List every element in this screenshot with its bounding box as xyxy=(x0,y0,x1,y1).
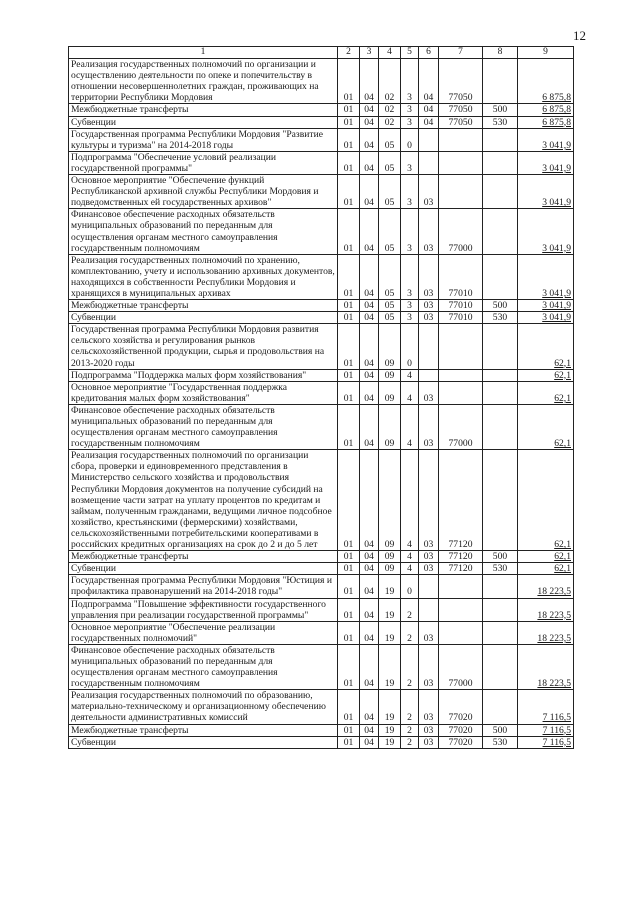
row-code: 04 xyxy=(360,724,379,736)
row-code: 04 xyxy=(360,312,379,324)
table-row xyxy=(69,621,574,644)
row-name: Основное мероприятие "Государственная поддержка кредитования малых форм хозяйствования" xyxy=(69,381,338,404)
column-header: 5 xyxy=(401,47,419,59)
row-code: 04 xyxy=(419,104,439,116)
row-code: 01 xyxy=(338,151,360,174)
table-row xyxy=(69,598,574,621)
row-name: Межбюджетные трансферты xyxy=(69,300,338,312)
row-name: Подпрограмма "Поддержка малых форм хозяйствования" xyxy=(69,369,338,381)
row-amount: 3 041,9 xyxy=(518,151,574,174)
table-row xyxy=(69,324,574,369)
row-code: 19 xyxy=(379,724,401,736)
row-code: 500 xyxy=(483,300,518,312)
row-code: 01 xyxy=(338,450,360,551)
row-code: 04 xyxy=(360,563,379,575)
row-amount: 3 041,9 xyxy=(518,300,574,312)
row-code: 04 xyxy=(360,551,379,563)
row-code: 04 xyxy=(360,116,379,128)
row-code: 04 xyxy=(360,369,379,381)
row-code: 4 xyxy=(401,369,419,381)
row-code xyxy=(419,369,439,381)
row-code: 01 xyxy=(338,563,360,575)
row-code: 04 xyxy=(360,644,379,689)
row-amount: 7 116,5 xyxy=(518,724,574,736)
table-row xyxy=(69,116,574,128)
row-code: 2 xyxy=(401,724,419,736)
row-name: Основное мероприятие "Обеспечение реализации государственных полномочий" xyxy=(69,621,338,644)
row-code xyxy=(419,575,439,598)
row-name: Субвенции xyxy=(69,563,338,575)
row-code: 05 xyxy=(379,312,401,324)
row-code: 05 xyxy=(379,175,401,209)
row-code xyxy=(483,209,518,254)
row-code xyxy=(439,175,483,209)
row-code: 04 xyxy=(360,300,379,312)
row-code: 01 xyxy=(338,690,360,724)
table-row xyxy=(69,575,574,598)
row-amount: 7 116,5 xyxy=(518,736,574,748)
table-row xyxy=(69,209,574,254)
row-code: 01 xyxy=(338,644,360,689)
row-code: 03 xyxy=(419,736,439,748)
row-name: Основное мероприятие "Обеспечение функций Республиканской архивной службы Республики Мордовия и подведомственных ей государственных архивов" xyxy=(69,175,338,209)
row-code xyxy=(483,450,518,551)
row-amount: 62,1 xyxy=(518,404,574,449)
row-code: 01 xyxy=(338,598,360,621)
row-code: 09 xyxy=(379,369,401,381)
row-code: 3 xyxy=(401,300,419,312)
row-code: 03 xyxy=(419,621,439,644)
row-code: 3 xyxy=(401,312,419,324)
row-code: 01 xyxy=(338,254,360,299)
row-code: 02 xyxy=(379,104,401,116)
row-code xyxy=(483,175,518,209)
row-amount: 62,1 xyxy=(518,381,574,404)
row-code: 4 xyxy=(401,404,419,449)
row-code xyxy=(419,128,439,151)
row-code: 01 xyxy=(338,621,360,644)
table-row xyxy=(69,551,574,563)
row-code: 03 xyxy=(419,563,439,575)
row-code: 09 xyxy=(379,324,401,369)
row-code xyxy=(483,598,518,621)
row-code: 01 xyxy=(338,312,360,324)
row-code xyxy=(439,621,483,644)
row-code: 19 xyxy=(379,644,401,689)
row-code: 4 xyxy=(401,381,419,404)
row-code: 3 xyxy=(401,116,419,128)
row-code: 09 xyxy=(379,404,401,449)
row-code: 03 xyxy=(419,381,439,404)
row-code xyxy=(483,575,518,598)
table-row xyxy=(69,690,574,724)
row-code: 04 xyxy=(360,59,379,104)
row-code: 01 xyxy=(338,175,360,209)
row-name: Субвенции xyxy=(69,116,338,128)
row-name: Межбюджетные трансферты xyxy=(69,551,338,563)
row-name: Межбюджетные трансферты xyxy=(69,104,338,116)
row-name: Подпрограмма "Повышение эффективности государственного управления при реализации государственной программы" xyxy=(69,598,338,621)
row-code: 2 xyxy=(401,621,419,644)
row-code: 0 xyxy=(401,575,419,598)
row-code: 77050 xyxy=(439,116,483,128)
row-code: 04 xyxy=(360,324,379,369)
table-header-row xyxy=(69,47,574,59)
row-amount: 6 875,8 xyxy=(518,59,574,104)
row-code: 01 xyxy=(338,209,360,254)
row-code: 02 xyxy=(379,116,401,128)
row-amount: 18 223,5 xyxy=(518,621,574,644)
row-code xyxy=(439,128,483,151)
row-code: 04 xyxy=(360,175,379,209)
row-code: 77020 xyxy=(439,736,483,748)
row-code: 04 xyxy=(360,104,379,116)
row-code: 77120 xyxy=(439,551,483,563)
row-code: 02 xyxy=(379,59,401,104)
row-code: 01 xyxy=(338,59,360,104)
row-code: 05 xyxy=(379,209,401,254)
table-row xyxy=(69,104,574,116)
row-code: 2 xyxy=(401,690,419,724)
row-code: 530 xyxy=(483,563,518,575)
row-amount: 18 223,5 xyxy=(518,644,574,689)
row-code: 01 xyxy=(338,724,360,736)
row-code: 04 xyxy=(360,404,379,449)
row-code xyxy=(483,324,518,369)
row-code: 19 xyxy=(379,736,401,748)
table-row xyxy=(69,450,574,551)
table-row xyxy=(69,736,574,748)
row-code: 03 xyxy=(419,450,439,551)
row-code: 05 xyxy=(379,300,401,312)
row-code: 3 xyxy=(401,209,419,254)
table-row xyxy=(69,59,574,104)
row-code: 19 xyxy=(379,690,401,724)
row-name: Государственная программа Республики Мордовия "Развитие культуры и туризма" на 2014-2018 годы xyxy=(69,128,338,151)
row-code xyxy=(483,381,518,404)
row-code: 0 xyxy=(401,324,419,369)
row-code: 01 xyxy=(338,369,360,381)
row-code xyxy=(483,404,518,449)
row-code: 03 xyxy=(419,254,439,299)
row-amount: 3 041,9 xyxy=(518,209,574,254)
row-name: Государственная программа Республики Мордовия "Юстиция и профилактика правонарушений на 2014-2018 годы" xyxy=(69,575,338,598)
row-code: 77000 xyxy=(439,404,483,449)
row-code xyxy=(439,575,483,598)
table-row xyxy=(69,300,574,312)
row-code: 4 xyxy=(401,563,419,575)
table-row xyxy=(69,254,574,299)
column-header: 7 xyxy=(439,47,483,59)
row-code xyxy=(483,151,518,174)
row-code: 4 xyxy=(401,551,419,563)
row-code: 03 xyxy=(419,404,439,449)
table-row xyxy=(69,381,574,404)
row-code: 04 xyxy=(360,254,379,299)
row-code: 03 xyxy=(419,644,439,689)
row-code: 01 xyxy=(338,116,360,128)
row-amount: 3 041,9 xyxy=(518,312,574,324)
row-code: 03 xyxy=(419,690,439,724)
row-amount: 3 041,9 xyxy=(518,175,574,209)
row-name: Финансовое обеспечение расходных обязательств муниципальных образований по переданным для осуществления органам местного самоуправления государственным полномочиям xyxy=(69,644,338,689)
row-code: 77020 xyxy=(439,690,483,724)
row-code: 09 xyxy=(379,450,401,551)
row-code: 04 xyxy=(360,151,379,174)
column-header: 4 xyxy=(379,47,401,59)
row-code xyxy=(483,621,518,644)
row-name: Финансовое обеспечение расходных обязательств муниципальных образований по переданным для осуществления органам местного самоуправления государственным полномочиям xyxy=(69,209,338,254)
row-code: 500 xyxy=(483,104,518,116)
row-code: 03 xyxy=(419,724,439,736)
row-code xyxy=(439,369,483,381)
row-code: 03 xyxy=(419,209,439,254)
row-amount: 62,1 xyxy=(518,369,574,381)
row-name: Реализация государственных полномочий по хранению, комплектованию, учету и использованию архивных документов, находящихся в собственности Республики Мордовия и хранящихся в муниципальных архивах xyxy=(69,254,338,299)
row-code: 05 xyxy=(379,151,401,174)
row-code: 0 xyxy=(401,128,419,151)
row-name: Государственная программа Республики Мордовия развития сельского хозяйства и регулирования рынков сельскохозяйственной продукции, сырья и продовольствия на 2013-2020 годы xyxy=(69,324,338,369)
row-code: 3 xyxy=(401,104,419,116)
row-code: 04 xyxy=(360,621,379,644)
row-code: 01 xyxy=(338,300,360,312)
row-code xyxy=(419,151,439,174)
row-code: 77000 xyxy=(439,209,483,254)
row-amount: 62,1 xyxy=(518,551,574,563)
column-header: 1 xyxy=(69,47,338,59)
row-code: 04 xyxy=(360,575,379,598)
row-amount: 3 041,9 xyxy=(518,254,574,299)
row-code: 04 xyxy=(360,690,379,724)
row-code: 03 xyxy=(419,175,439,209)
row-name: Субвенции xyxy=(69,736,338,748)
column-header: 6 xyxy=(419,47,439,59)
table-row xyxy=(69,312,574,324)
row-code: 05 xyxy=(379,254,401,299)
row-code: 77000 xyxy=(439,644,483,689)
table-row xyxy=(69,175,574,209)
row-code: 01 xyxy=(338,736,360,748)
row-code: 09 xyxy=(379,381,401,404)
row-code xyxy=(439,381,483,404)
row-amount: 6 875,8 xyxy=(518,116,574,128)
row-code: 04 xyxy=(419,116,439,128)
row-code: 77050 xyxy=(439,104,483,116)
table-row xyxy=(69,724,574,736)
row-code: 04 xyxy=(360,128,379,151)
row-name: Финансовое обеспечение расходных обязательств муниципальных образований по переданным для осуществления органам местного самоуправления государственным полномочиям xyxy=(69,404,338,449)
row-code xyxy=(439,151,483,174)
column-header: 2 xyxy=(338,47,360,59)
row-code: 500 xyxy=(483,551,518,563)
row-code xyxy=(439,598,483,621)
row-amount: 3 041,9 xyxy=(518,128,574,151)
row-code: 77010 xyxy=(439,312,483,324)
row-code: 19 xyxy=(379,621,401,644)
row-code xyxy=(483,254,518,299)
row-code: 19 xyxy=(379,598,401,621)
row-name: Подпрограмма "Обеспечение условий реализации государственной программы" xyxy=(69,151,338,174)
row-amount: 7 116,5 xyxy=(518,690,574,724)
row-code: 01 xyxy=(338,551,360,563)
column-header: 9 xyxy=(518,47,574,59)
row-code: 04 xyxy=(360,381,379,404)
row-code xyxy=(483,690,518,724)
row-code: 3 xyxy=(401,59,419,104)
row-name: Субвенции xyxy=(69,312,338,324)
column-header: 3 xyxy=(360,47,379,59)
column-header: 8 xyxy=(483,47,518,59)
row-code: 03 xyxy=(419,300,439,312)
row-code: 01 xyxy=(338,404,360,449)
row-code xyxy=(483,369,518,381)
row-code: 77050 xyxy=(439,59,483,104)
row-name: Реализация государственных полномочий по образованию, материально-техническому и организационному обеспечению деятельности административных комиссий xyxy=(69,690,338,724)
row-code: 05 xyxy=(379,128,401,151)
row-code: 01 xyxy=(338,575,360,598)
row-amount: 62,1 xyxy=(518,563,574,575)
row-code: 09 xyxy=(379,563,401,575)
row-code: 530 xyxy=(483,116,518,128)
table-row xyxy=(69,563,574,575)
row-code xyxy=(419,324,439,369)
row-code: 530 xyxy=(483,736,518,748)
row-name: Межбюджетные трансферты xyxy=(69,724,338,736)
row-code: 09 xyxy=(379,551,401,563)
row-code: 77010 xyxy=(439,254,483,299)
row-code xyxy=(483,59,518,104)
row-code: 03 xyxy=(419,312,439,324)
row-code: 530 xyxy=(483,312,518,324)
row-amount: 18 223,5 xyxy=(518,598,574,621)
table-row xyxy=(69,369,574,381)
row-code: 04 xyxy=(360,209,379,254)
row-code: 2 xyxy=(401,736,419,748)
row-code: 77010 xyxy=(439,300,483,312)
row-code: 01 xyxy=(338,104,360,116)
row-code: 3 xyxy=(401,175,419,209)
row-code: 77020 xyxy=(439,724,483,736)
row-code: 04 xyxy=(360,736,379,748)
row-code xyxy=(419,598,439,621)
row-code: 01 xyxy=(338,324,360,369)
row-code: 01 xyxy=(338,381,360,404)
table-row xyxy=(69,151,574,174)
row-code: 77120 xyxy=(439,563,483,575)
row-code: 04 xyxy=(360,450,379,551)
table-row xyxy=(69,644,574,689)
row-code: 19 xyxy=(379,575,401,598)
row-code: 2 xyxy=(401,644,419,689)
row-amount: 18 223,5 xyxy=(518,575,574,598)
row-code xyxy=(483,644,518,689)
row-amount: 62,1 xyxy=(518,450,574,551)
table-row xyxy=(69,404,574,449)
row-code xyxy=(483,128,518,151)
row-name: Реализация государственных полномочий по организации сбора, проверки и единовременного представления в Министерство сельского хозяйства и продовольствия Республики Мордовия документов на получение субсидий на возмещение части затрат на уплату процентов по кредитам и займам, полученным гражданами, ведущими личное подсобное хозяйство, крестьянскими (фермерскими) хозяйствами, сельскохозяйственными потребительскими кооперативами в российских кредитных организациях на срок до 2 и до 5 лет xyxy=(69,450,338,551)
budget-table xyxy=(68,46,574,749)
row-code: 01 xyxy=(338,128,360,151)
row-code xyxy=(439,324,483,369)
row-code: 500 xyxy=(483,724,518,736)
row-amount: 6 875,8 xyxy=(518,104,574,116)
row-code: 77120 xyxy=(439,450,483,551)
row-code: 03 xyxy=(419,551,439,563)
row-code: 2 xyxy=(401,598,419,621)
table-row xyxy=(69,128,574,151)
row-code: 4 xyxy=(401,450,419,551)
row-amount: 62,1 xyxy=(518,324,574,369)
row-name: Реализация государственных полномочий по организации и осуществлению деятельности по опеке и попечительству в отношении несовершеннолетних граждан, проживающих на территории Республики Мордовия xyxy=(69,59,338,104)
page-number: 12 xyxy=(573,28,586,43)
row-code: 3 xyxy=(401,151,419,174)
row-code: 04 xyxy=(419,59,439,104)
row-code: 3 xyxy=(401,254,419,299)
row-code: 04 xyxy=(360,598,379,621)
